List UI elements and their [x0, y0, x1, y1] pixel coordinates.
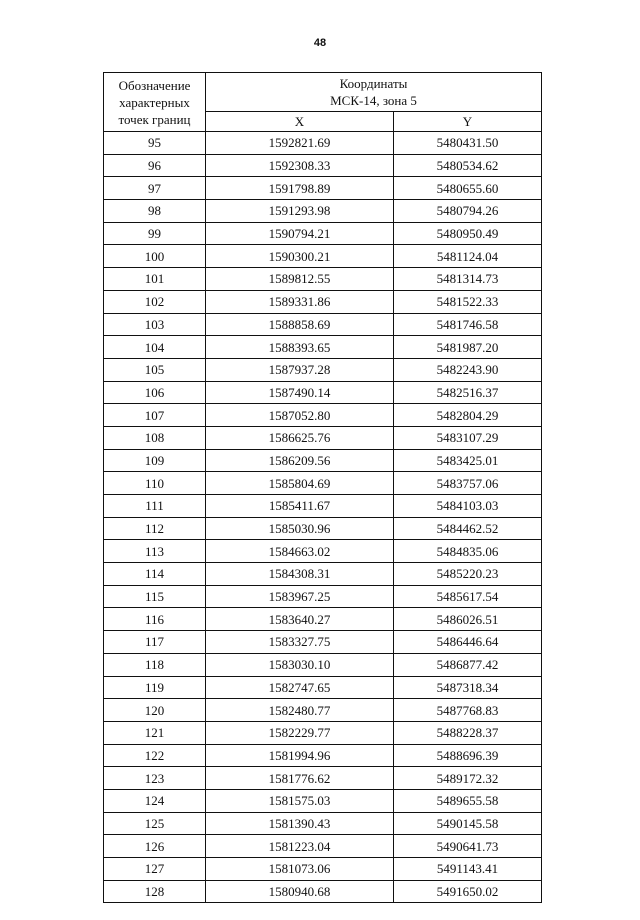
- table-row: [104, 381, 542, 404]
- y-coordinate-cell: 5484103.03: [394, 495, 542, 518]
- y-coordinate-cell: 5487318.34: [394, 676, 542, 699]
- table-header: [104, 73, 542, 132]
- table-row: [104, 608, 542, 631]
- x-coordinate-cell: 1583967.25: [206, 585, 394, 608]
- point-cell: 113: [104, 540, 206, 563]
- table-row: [104, 812, 542, 835]
- y-coordinate-cell: 5484462.52: [394, 517, 542, 540]
- y-coordinate-cell: 5485617.54: [394, 585, 542, 608]
- table-row: [104, 721, 542, 744]
- point-cell: 105: [104, 358, 206, 381]
- x-coordinate-cell: 1583327.75: [206, 631, 394, 654]
- table-row: [104, 200, 542, 223]
- point-designation-header: [104, 73, 206, 132]
- y-coordinate-cell: 5486446.64: [394, 631, 542, 654]
- x-coordinate-cell: 1592308.33: [206, 154, 394, 177]
- table-row: [104, 426, 542, 449]
- point-cell: 108: [104, 426, 206, 449]
- y-coordinate-cell: 5480794.26: [394, 200, 542, 223]
- x-coordinate-cell: 1588393.65: [206, 336, 394, 359]
- y-coordinate-cell: 5484835.06: [394, 540, 542, 563]
- point-cell: 97: [104, 177, 206, 200]
- x-coordinate-cell: 1584663.02: [206, 540, 394, 563]
- table-row: [104, 744, 542, 767]
- point-cell: 114: [104, 563, 206, 586]
- table-row: [104, 313, 542, 336]
- point-cell: 101: [104, 268, 206, 291]
- x-coordinate-cell: 1581776.62: [206, 767, 394, 790]
- table-row: [104, 268, 542, 291]
- y-coordinate-cell: 5485220.23: [394, 563, 542, 586]
- table-row: [104, 585, 542, 608]
- table-row: [104, 404, 542, 427]
- table-row: [104, 472, 542, 495]
- point-cell: 127: [104, 858, 206, 881]
- y-coordinate-cell: 5488696.39: [394, 744, 542, 767]
- y-coordinate-cell: 5491650.02: [394, 880, 542, 903]
- y-coordinate-cell: 5488228.37: [394, 721, 542, 744]
- table-row: [104, 767, 542, 790]
- x-coordinate-cell: 1581575.03: [206, 789, 394, 812]
- table-row: [104, 858, 542, 881]
- point-cell: 116: [104, 608, 206, 631]
- x-coordinate-cell: 1587490.14: [206, 381, 394, 404]
- x-coordinate-cell: 1581223.04: [206, 835, 394, 858]
- y-coordinate-cell: 5481314.73: [394, 268, 542, 291]
- point-cell: 120: [104, 699, 206, 722]
- table-row: [104, 132, 542, 155]
- y-coordinate-cell: 5489655.58: [394, 789, 542, 812]
- point-cell: 119: [104, 676, 206, 699]
- y-coordinate-cell: 5486877.42: [394, 653, 542, 676]
- point-cell: 102: [104, 290, 206, 313]
- point-cell: 96: [104, 154, 206, 177]
- table-row: [104, 177, 542, 200]
- table-row: [104, 245, 542, 268]
- point-header-line-2: характерных: [119, 94, 190, 110]
- point-cell: 115: [104, 585, 206, 608]
- x-coordinate-cell: 1590794.21: [206, 222, 394, 245]
- point-cell: 100: [104, 245, 206, 268]
- table-row: [104, 631, 542, 654]
- y-coordinate-cell: 5481746.58: [394, 313, 542, 336]
- table-row: [104, 358, 542, 381]
- y-coordinate-cell: 5481987.20: [394, 336, 542, 359]
- y-coordinate-cell: 5480431.50: [394, 132, 542, 155]
- x-coordinate-cell: 1582480.77: [206, 699, 394, 722]
- y-coordinate-cell: 5483757.06: [394, 472, 542, 495]
- point-cell: 111: [104, 495, 206, 518]
- point-cell: 109: [104, 449, 206, 472]
- page-number: 48: [313, 37, 327, 49]
- point-header-line-3: точек границ: [118, 111, 191, 127]
- y-coordinate-cell: 5489172.32: [394, 767, 542, 790]
- point-cell: 125: [104, 812, 206, 835]
- y-coordinate-cell: 5481124.04: [394, 245, 542, 268]
- point-cell: 110: [104, 472, 206, 495]
- table-row: [104, 154, 542, 177]
- x-coordinate-cell: 1591798.89: [206, 177, 394, 200]
- point-cell: 121: [104, 721, 206, 744]
- point-cell: 112: [104, 517, 206, 540]
- coordinates-header: [206, 73, 542, 112]
- x-coordinate-cell: 1581390.43: [206, 812, 394, 835]
- x-coordinate-cell: 1585411.67: [206, 495, 394, 518]
- y-coordinate-cell: 5486026.51: [394, 608, 542, 631]
- table-row: [104, 835, 542, 858]
- table-row: [104, 653, 542, 676]
- point-cell: 117: [104, 631, 206, 654]
- x-coordinate-cell: 1592821.69: [206, 132, 394, 155]
- coordinates-table: [103, 72, 542, 903]
- point-header-line-1: Обозначение: [118, 77, 191, 93]
- point-cell: 122: [104, 744, 206, 767]
- y-coordinate-cell: 5482243.90: [394, 358, 542, 381]
- table-row: [104, 336, 542, 359]
- y-coordinate-cell: 5483425.01: [394, 449, 542, 472]
- table-row: [104, 449, 542, 472]
- x-coordinate-cell: 1587052.80: [206, 404, 394, 427]
- point-cell: 124: [104, 789, 206, 812]
- point-cell: 107: [104, 404, 206, 427]
- x-coordinate-cell: 1588858.69: [206, 313, 394, 336]
- table-row: [104, 540, 542, 563]
- point-cell: 95: [104, 132, 206, 155]
- table-row: [104, 517, 542, 540]
- y-coordinate-cell: 5480950.49: [394, 222, 542, 245]
- y-coordinate-cell: 5482804.29: [394, 404, 542, 427]
- y-coordinate-cell: 5483107.29: [394, 426, 542, 449]
- y-coordinate-cell: 5490145.58: [394, 812, 542, 835]
- table-body: [104, 132, 542, 903]
- y-coordinate-cell: 5490641.73: [394, 835, 542, 858]
- y-coordinate-cell: 5481522.33: [394, 290, 542, 313]
- x-coordinate-cell: 1587937.28: [206, 358, 394, 381]
- table-row: [104, 290, 542, 313]
- x-coordinate-cell: 1585030.96: [206, 517, 394, 540]
- point-cell: 106: [104, 381, 206, 404]
- y-coordinate-cell: 5480534.62: [394, 154, 542, 177]
- x-coordinate-cell: 1583640.27: [206, 608, 394, 631]
- y-coordinate-cell: 5487768.83: [394, 699, 542, 722]
- point-cell: 98: [104, 200, 206, 223]
- point-cell: 103: [104, 313, 206, 336]
- point-cell: 99: [104, 222, 206, 245]
- x-coordinate-cell: 1589812.55: [206, 268, 394, 291]
- x-coordinate-cell: 1582229.77: [206, 721, 394, 744]
- x-coordinate-cell: 1589331.86: [206, 290, 394, 313]
- table-row: [104, 699, 542, 722]
- table-row: [104, 563, 542, 586]
- point-cell: 118: [104, 653, 206, 676]
- y-coordinate-cell: 5482516.37: [394, 381, 542, 404]
- x-coordinate-cell: 1581994.96: [206, 744, 394, 767]
- x-coordinate-cell: 1591293.98: [206, 200, 394, 223]
- point-cell: 104: [104, 336, 206, 359]
- x-coordinate-cell: 1580940.68: [206, 880, 394, 903]
- table-row: [104, 789, 542, 812]
- coordinates-header-line-2: МСК-14, зона 5: [330, 93, 417, 108]
- y-column-header: Y: [394, 112, 542, 132]
- y-coordinate-cell: 5480655.60: [394, 177, 542, 200]
- x-coordinate-cell: 1586209.56: [206, 449, 394, 472]
- x-coordinate-cell: 1583030.10: [206, 653, 394, 676]
- table-row: [104, 222, 542, 245]
- point-cell: 128: [104, 880, 206, 903]
- table-row: [104, 676, 542, 699]
- x-coordinate-cell: 1590300.21: [206, 245, 394, 268]
- point-cell: 126: [104, 835, 206, 858]
- table-row: [104, 495, 542, 518]
- x-column-header: X: [206, 112, 394, 132]
- x-coordinate-cell: 1582747.65: [206, 676, 394, 699]
- y-coordinate-cell: 5491143.41: [394, 858, 542, 881]
- x-coordinate-cell: 1584308.31: [206, 563, 394, 586]
- coordinates-header-line-1: Координаты: [339, 76, 408, 91]
- x-coordinate-cell: 1586625.76: [206, 426, 394, 449]
- x-coordinate-cell: 1581073.06: [206, 858, 394, 881]
- table-row: [104, 880, 542, 903]
- point-cell: 123: [104, 767, 206, 790]
- x-coordinate-cell: 1585804.69: [206, 472, 394, 495]
